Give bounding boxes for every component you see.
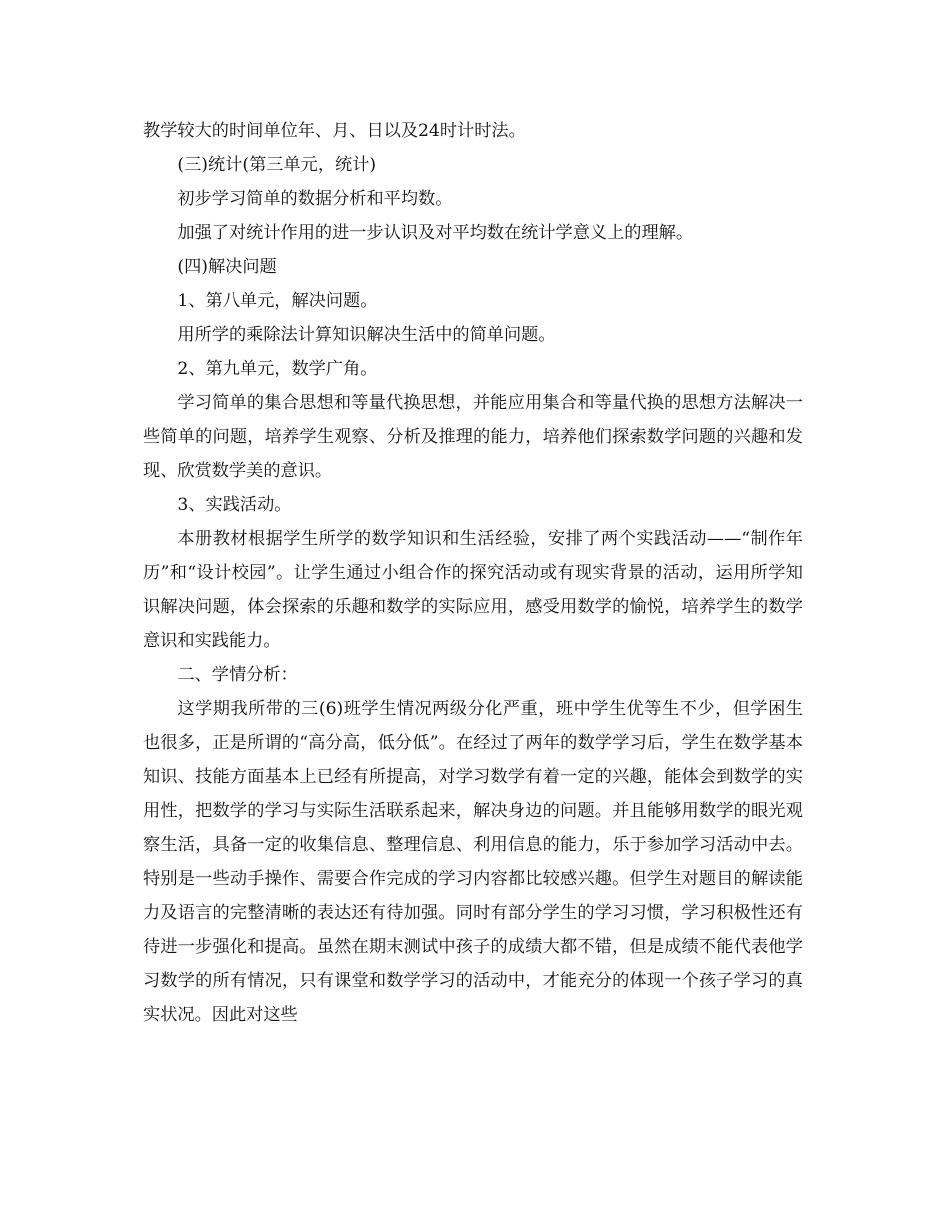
paragraph: 加强了对统计作用的进一步认识及对平均数在统计学意义上的理解。 xyxy=(177,223,694,243)
list-item-practice: 3、实践活动。 xyxy=(177,495,292,515)
list-item-unit-nine: 2、第九单元，数学广角。 xyxy=(177,359,378,379)
heading-statistics: (三)统计(第三单元，统计) xyxy=(177,155,377,175)
paragraph: 这学期我所带的三(6)班学生情况两级分化严重，班中学生优等生不少，但学困生也很多，正是所谓的“高分高，低分低”。在经过了两年的数学学习后，学生在数学基本知识、技能方面基本上已经有所提高，对学习数学有着一定的兴趣，能体会到数学的实用性，把数学的学习与实际生活联系起来，解决身边的问题。并且能够用数学的眼光观察生活，具备一定的收集信息、整理信息、利用信息的能力，乐于参加学习活动中去。特别是一些动手操作、需要合作完成的学习内容都比较感兴趣。但学生对题目的解读能力及语言的完整清晰的表达还有待加强。同时有部分学生的学习习惯，学习积极性还有待进一步强化和提高。虽然在期末测试中孩子的成绩大都不错，但是成绩不能代表他学习数学的所有情况，只有课堂和数学学习的活动中，才能充分的体现一个孩子学习的真实状况。因此对这些 xyxy=(143,699,803,1025)
heading-problem-solving: (四)解决问题 xyxy=(177,257,277,277)
paragraph-continuation: 教学较大的时间单位年、月、日以及24时计时法。 xyxy=(143,121,526,141)
paragraph: 用所学的乘除法计算知识解决生活中的简单问题。 xyxy=(177,325,556,345)
paragraph: 本册教材根据学生所学的数学知识和生活经验，安排了两个实践活动——“制作年历”和“设计校园”。让学生通过小组合作的探究活动或有现实背景的活动，运用所学知识解决问题，体会探索的乐趣和数学的实际应用，感受用数学的愉悦，培养学生的数学意识和实践能力。 xyxy=(143,529,803,651)
paragraph: 初步学习简单的数据分析和平均数。 xyxy=(177,189,453,209)
section-heading-student-analysis: 二、学情分析： xyxy=(177,665,298,685)
paragraph: 学习简单的集合思想和等量代换思想，并能应用集合和等量代换的思想方法解决一些简单的问题，培养学生观察、分析及推理的能力，培养他们探索数学问题的兴趣和发现、欣赏数学美的意识。 xyxy=(143,393,803,481)
document-body xyxy=(143,114,803,1032)
list-item-unit-eight: 1、第八单元，解决问题。 xyxy=(177,291,378,311)
